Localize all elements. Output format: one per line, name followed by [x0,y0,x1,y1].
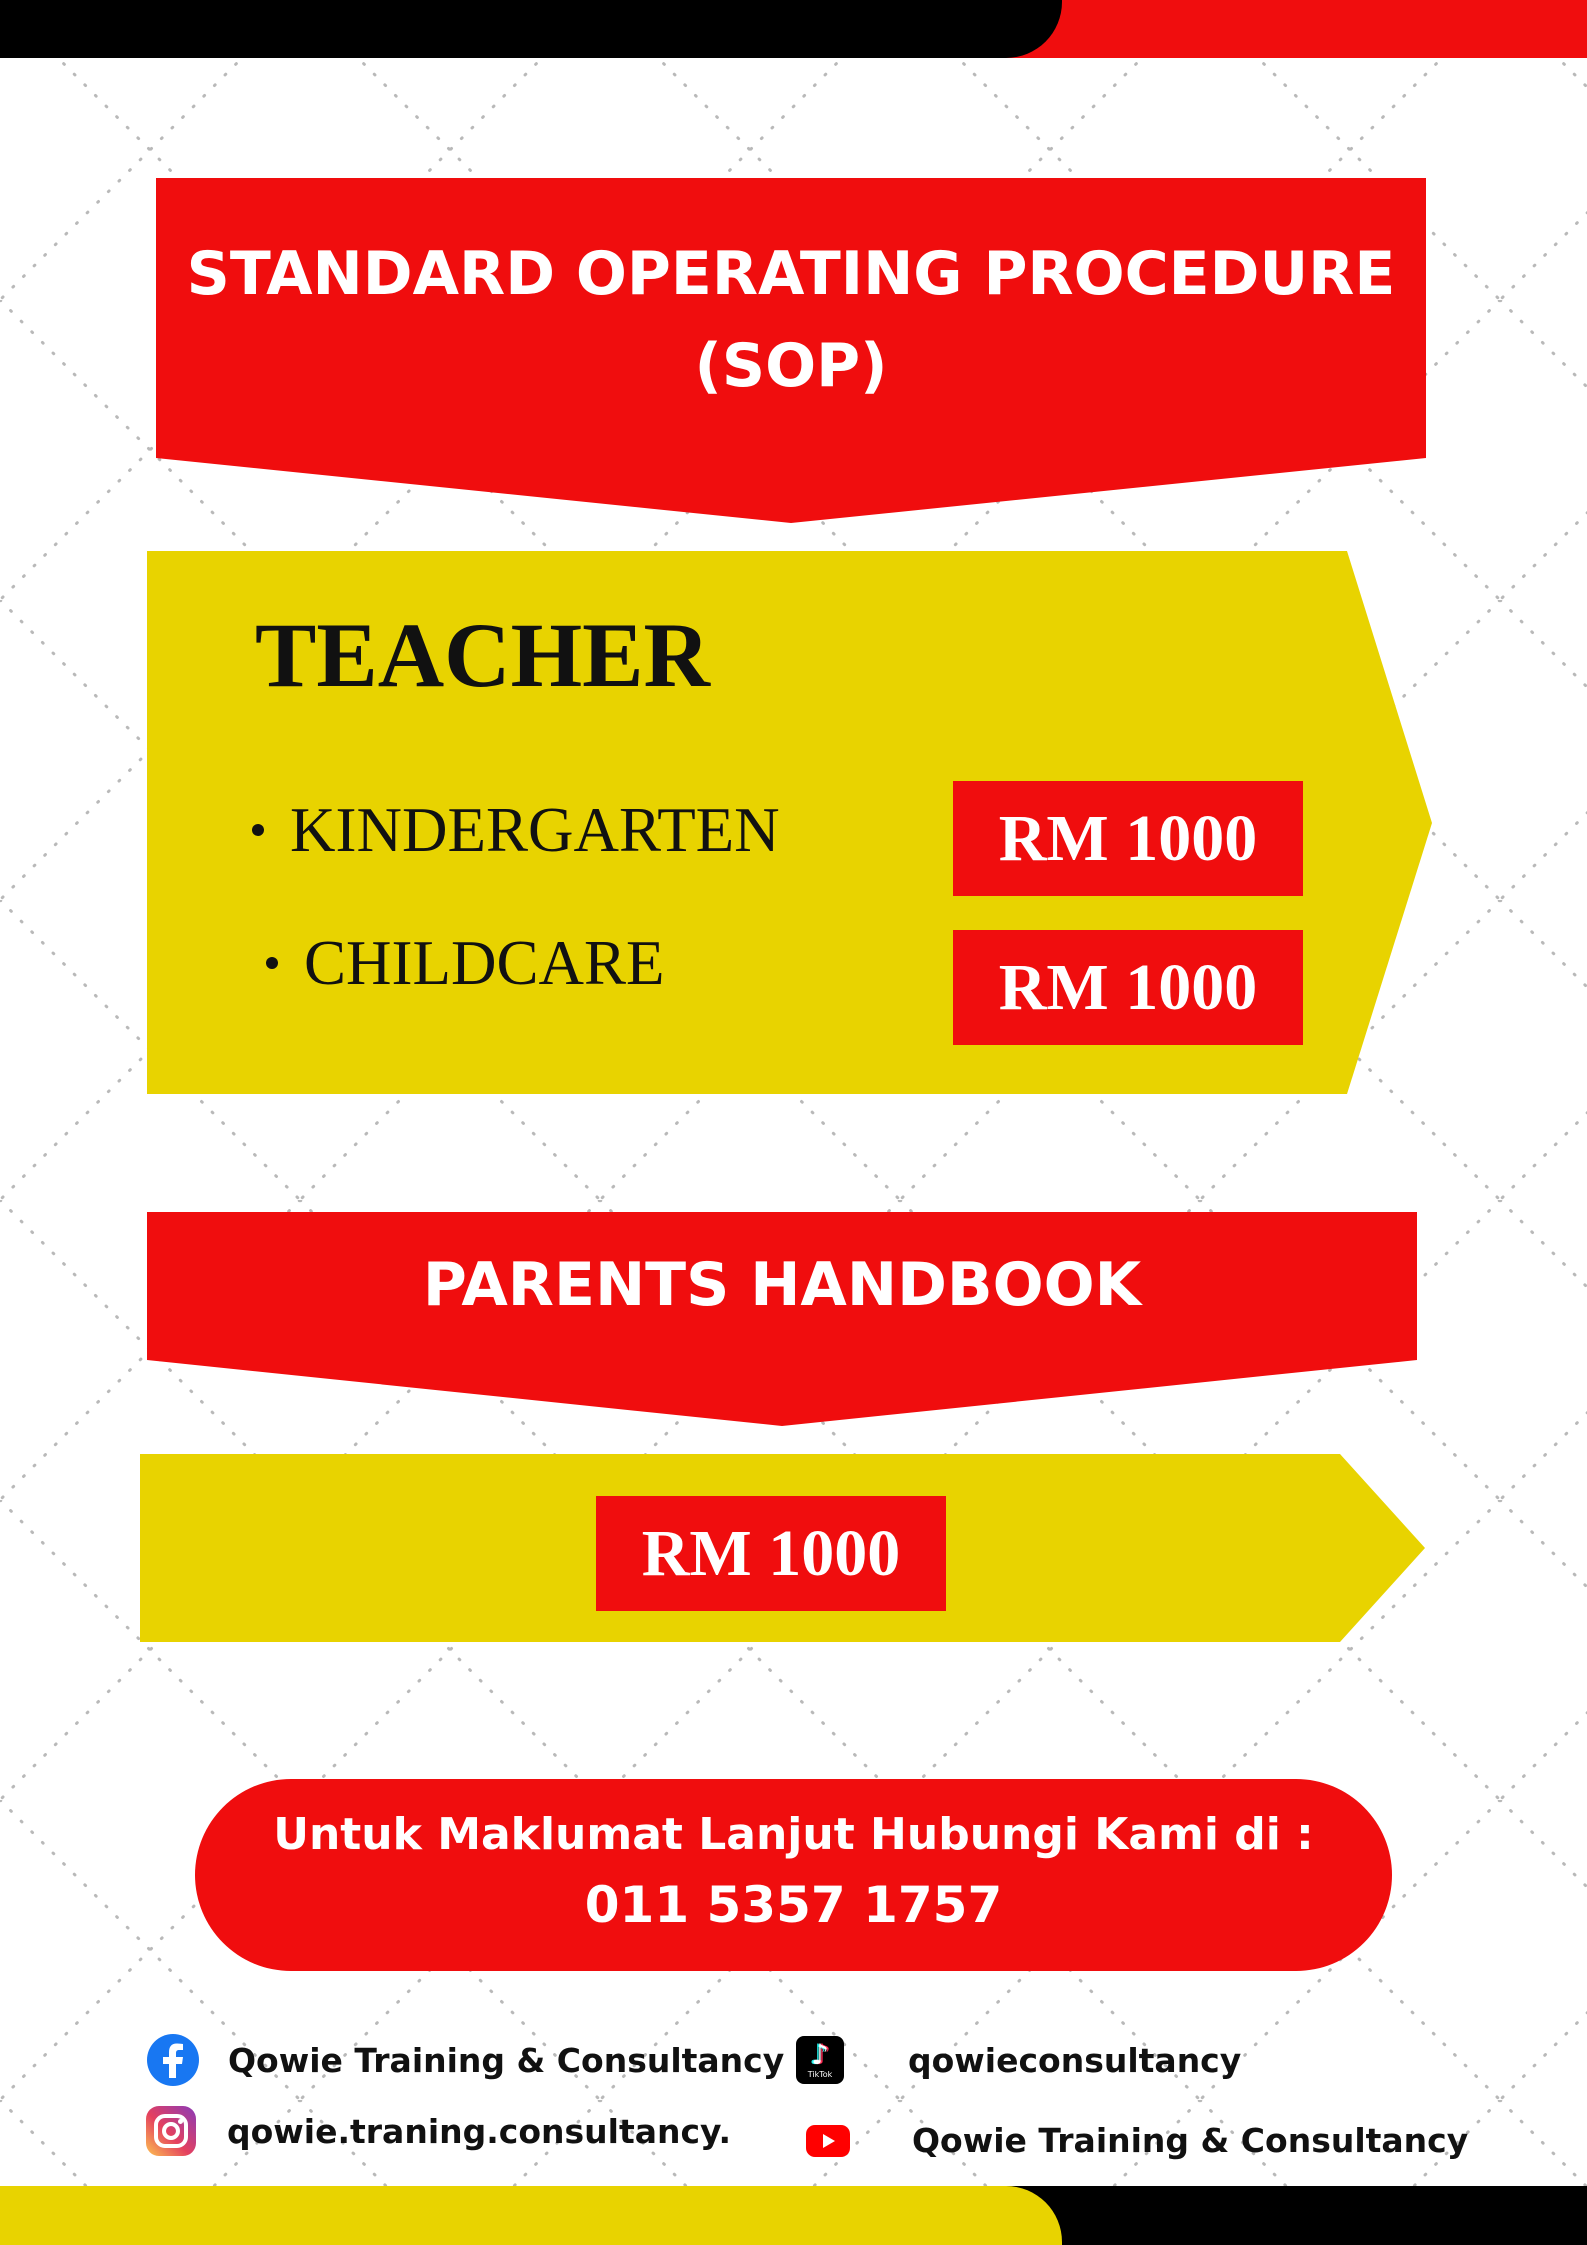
instagram-icon [146,2106,196,2156]
tiktok-icon-text: TikTok [807,2070,833,2079]
youtube-link[interactable] [806,2121,1468,2160]
contact-pill [195,1779,1392,1971]
contact-phone: 011 5357 1757 [584,1876,1003,1934]
instagram-label: qowie.traning.consultancy. [227,2111,732,2151]
sop-title-line1: STANDARD OPERATING PROCEDURE [186,239,1396,309]
teacher-item-kindergarten [252,790,780,870]
youtube-label: Qowie Training & Consultancy [912,2121,1469,2160]
teacher-item-childcare [266,923,665,1003]
bottom-yellow-bar [0,2186,1062,2245]
kindergarten-label: KINDERGARTEN [290,794,780,865]
tiktok-link[interactable] [796,2036,1241,2084]
handbook-banner-title: PARENTS HANDBOOK [422,1250,1142,1320]
contact-line: Untuk Maklumat Lanjut Hubungi Kami di : [273,1809,1314,1860]
sop-title-line2: (SOP) [694,331,888,401]
sop-banner-title [156,228,1426,412]
kindergarten-price-badge: RM 1000 [953,781,1303,896]
childcare-label: CHILDCARE [304,927,665,998]
bullet-icon [252,824,264,836]
tiktok-label: qowieconsultancy [908,2040,1242,2080]
handbook-price-badge: RM 1000 [596,1496,946,1611]
facebook-label: Qowie Training & Consultancy [228,2040,785,2080]
teacher-title: TEACHER [255,604,710,706]
bullet-icon [266,957,278,969]
facebook-link[interactable] [147,2034,784,2086]
childcare-price-badge: RM 1000 [953,930,1303,1045]
youtube-icon [806,2125,850,2157]
top-black-bar [0,0,1062,58]
instagram-link[interactable] [146,2106,731,2156]
tiktok-icon: ♪ TikTok [796,2036,844,2084]
facebook-icon [147,2034,199,2086]
